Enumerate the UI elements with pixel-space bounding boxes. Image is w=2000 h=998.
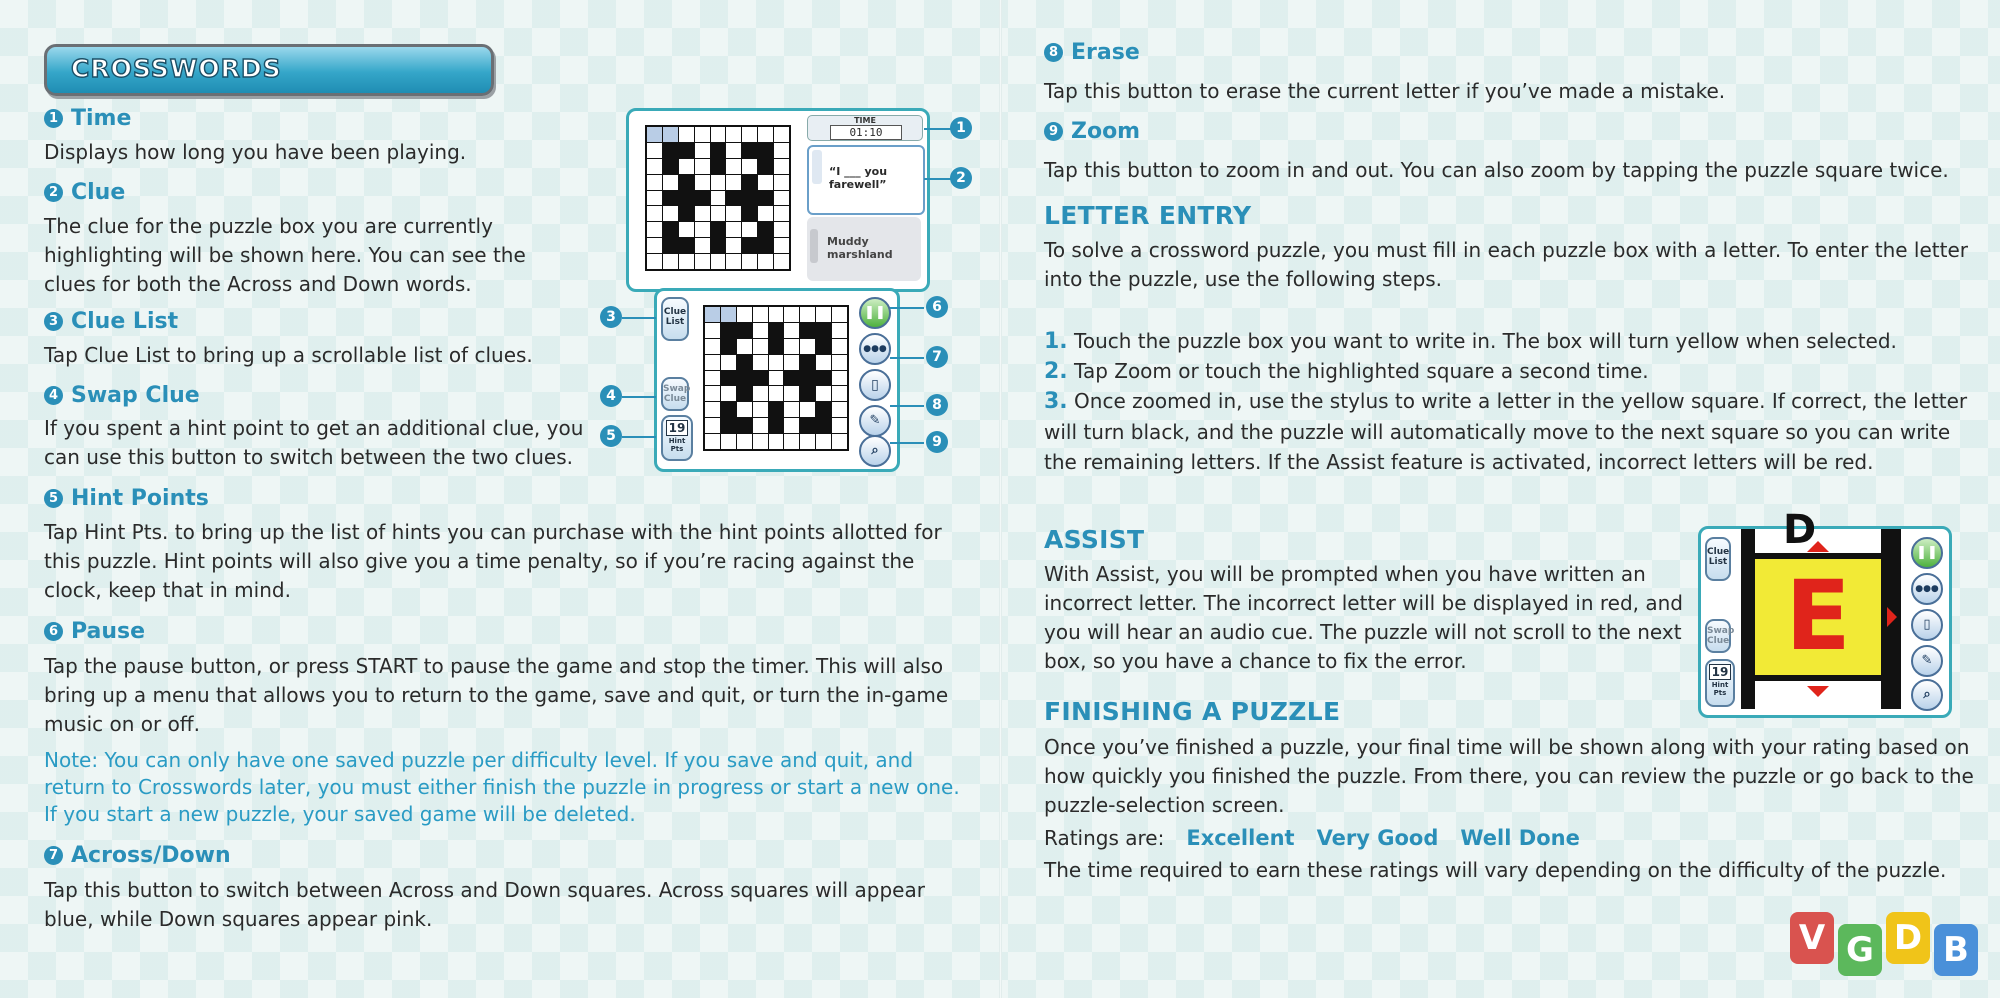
scroll-right-arrow-icon[interactable] — [1887, 607, 1897, 627]
heading-time — [44, 106, 131, 131]
body-finishing: Once you’ve finished a puzzle, your final time will be shown along with your rating based on how quickly you finished the puzzle. From there, you can review the puzzle or go back to the puzzle-selection screen. — [1044, 735, 1974, 817]
heading-number: 5 — [44, 489, 63, 508]
callout-9: 9 — [926, 431, 948, 453]
heading-text: Across/Down — [71, 843, 231, 868]
assist-hint-points-button[interactable] — [1705, 659, 1735, 707]
right-page — [1002, 0, 2000, 998]
clue-list-button[interactable]: Clue List — [661, 297, 689, 341]
step-number: 2. — [1044, 359, 1068, 384]
crossword-grid-top — [645, 125, 791, 271]
watermark-letter: G — [1838, 924, 1882, 976]
bottom-screen-figure — [654, 288, 900, 472]
swap-clue-button[interactable]: Swap Clue — [661, 377, 689, 411]
clue-across-box — [807, 145, 925, 215]
step-text: Touch the puzzle box you want to write in. The box will turn yellow when selected. — [1074, 329, 1897, 353]
body-assist: With Assist, you will be prompted when you have written an incorrect letter. The incorrect letter will be displayed in red, and you will hear an audio cue. The puzzle will not scroll to the next box, so you have a chance to fix the error. — [1044, 562, 1684, 673]
heading-number: 8 — [1044, 43, 1063, 62]
section-title: CROSSWORDS — [71, 54, 282, 83]
body-letter-entry: To solve a crossword puzzle, you must fill in each puzzle box with a letter. To enter the letter into the puzzle, use the following steps. — [1044, 238, 1969, 291]
time-value: 01:10 — [830, 125, 902, 140]
callout-2: 2 — [950, 167, 972, 189]
letter-above: D — [1783, 507, 1817, 553]
callout-4: 4 — [600, 385, 622, 407]
heading-text: Erase — [1071, 40, 1140, 65]
heading-clue — [44, 180, 125, 205]
callout-5: 5 — [600, 425, 622, 447]
zoom-button[interactable]: ⌕ — [859, 435, 891, 467]
left-page — [0, 0, 999, 998]
phone-icon[interactable]: ▯ — [859, 369, 891, 401]
callout-line — [890, 357, 924, 359]
heading-text: Zoom — [1071, 119, 1141, 144]
down-indicator — [810, 229, 818, 263]
body-clue-list: Tap Clue List to bring up a scrollable list of clues. — [44, 343, 533, 367]
callout-line — [890, 405, 924, 407]
scroll-up-arrow-icon[interactable] — [1807, 541, 1829, 552]
clue-down-box — [807, 217, 921, 281]
callout-6: 6 — [926, 296, 948, 318]
watermark-letter: B — [1934, 924, 1978, 976]
body-hint-points: Tap Hint Pts. to bring up the list of hints you can purchase with the hint points allotted for this puzzle. Hint points will also give you a time penalty, so if you’re racing against the clock, keep that in mind. — [44, 520, 942, 602]
heading-assist: ASSIST — [1044, 525, 1145, 554]
step-1 — [1044, 326, 1974, 357]
body-time: Displays how long you have been playing. — [44, 140, 467, 164]
hint-count: 19 — [1709, 664, 1731, 680]
rating-very-good: Very Good — [1316, 826, 1439, 850]
step-number: 3. — [1044, 389, 1068, 414]
pause-button[interactable]: ❚❚ — [859, 297, 891, 329]
assist-clue-list-button[interactable]: Clue List — [1705, 537, 1731, 581]
time-label: TIME — [854, 116, 876, 125]
hint-button-label: Hint Pts — [1711, 681, 1729, 697]
callout-line — [622, 436, 656, 438]
step-3 — [1044, 386, 1974, 477]
step-text: Tap Zoom or touch the highlighted square a second time. — [1074, 359, 1649, 383]
body-clue: The clue for the puzzle box you are currently highlighting will be shown here. You can see the clues for both the Across and Down words. — [44, 214, 526, 296]
body-zoom: Tap this button to zoom in and out. You can also zoom by tapping the puzzle square twice. — [1044, 158, 1949, 182]
selected-cell — [1755, 559, 1881, 675]
heading-swap-clue — [44, 383, 200, 408]
incorrect-letter: E — [1785, 560, 1851, 672]
body-pause: Tap the pause button, or press START to pause the game and stop the timer. This will also bring up a menu that allows you to return to the game, save and quit, or turn the in-game music on or off. — [44, 654, 949, 736]
assist-erase-button[interactable]: ✎ — [1911, 645, 1943, 677]
heading-text: Swap Clue — [71, 383, 200, 408]
callout-7: 7 — [926, 346, 948, 368]
rating-well-done: Well Done — [1460, 826, 1580, 850]
heading-number: 9 — [1044, 122, 1063, 141]
step-number: 1. — [1044, 329, 1068, 354]
heading-text: Pause — [71, 619, 146, 644]
assist-across-down-button[interactable]: ●●● — [1911, 573, 1943, 605]
watermark-letter: D — [1886, 912, 1930, 964]
ratings-label: Ratings are: — [1044, 826, 1165, 850]
callout-line — [890, 307, 924, 309]
hint-points-button[interactable] — [661, 415, 693, 461]
callout-3: 3 — [600, 306, 622, 328]
heading-text: Clue List — [71, 309, 179, 334]
erase-button[interactable]: ✎ — [859, 405, 891, 437]
scroll-down-arrow-icon[interactable] — [1807, 686, 1829, 697]
heading-number: 3 — [44, 312, 63, 331]
heading-number: 6 — [44, 622, 63, 641]
assist-phone-icon[interactable]: ▯ — [1911, 609, 1943, 641]
across-down-button[interactable]: ●●● — [859, 333, 891, 365]
callout-8: 8 — [926, 394, 948, 416]
hint-button-label: Hint Pts — [668, 437, 686, 453]
heading-text: Hint Points — [71, 486, 209, 511]
section-title-banner — [44, 44, 494, 96]
step-2 — [1044, 356, 1974, 387]
heading-text: Time — [71, 106, 132, 131]
watermark-letter: V — [1790, 912, 1834, 964]
assist-zoom-button[interactable]: ⌕ — [1911, 679, 1943, 711]
clue-down-text: Muddy marshland — [827, 235, 893, 261]
body-across-down: Tap this button to switch between Across and Down squares. Across squares will appear blue, while Down squares appear pink. — [44, 878, 925, 931]
rating-excellent: Excellent — [1186, 826, 1295, 850]
heading-pause — [44, 619, 145, 644]
heading-erase — [1044, 40, 1140, 65]
assist-swap-clue-button[interactable]: Swap Clue — [1705, 619, 1731, 653]
top-screen-figure — [626, 108, 930, 292]
crossword-grid-bottom — [703, 305, 849, 451]
hint-count: 19 — [666, 420, 688, 436]
heading-finishing: FINISHING A PUZZLE — [1044, 697, 1341, 726]
heading-text: Clue — [71, 180, 126, 205]
body-swap-clue: If you spent a hint point to get an additional clue, you can use this button to switch between the two clues. — [44, 416, 584, 469]
step-text: Once zoomed in, use the stylus to write a letter in the yellow square. If correct, the letter will turn black, and the puzzle will automatically move to the next square so you can write the remaining letters. If the Assist feature is activated, incorrect letters will be red. — [1044, 389, 1968, 474]
callout-1: 1 — [950, 117, 972, 139]
footer-note: The time required to earn these ratings will vary depending on the difficulty of the puzzle. — [1044, 858, 1947, 882]
note-saved-puzzle: Note: You can only have one saved puzzle per difficulty level. If you save and quit, and return to Crosswords later, you must either finish the puzzle in progress or start a new one. If you start a new puzzle, your saved game will be deleted. — [44, 748, 960, 826]
body-erase: Tap this button to erase the current letter if you’ve made a mistake. — [1044, 79, 1726, 103]
callout-line — [622, 317, 656, 319]
heading-letter-entry: LETTER ENTRY — [1044, 201, 1252, 230]
heading-number: 4 — [44, 386, 63, 405]
clue-across-text: “I ___ you farewell” — [829, 165, 888, 191]
time-panel — [807, 115, 923, 141]
heading-number: 1 — [44, 109, 63, 128]
ratings-line — [1044, 824, 1974, 853]
heading-zoom — [1044, 119, 1140, 144]
across-indicator — [812, 150, 822, 184]
heading-across-down — [44, 843, 231, 868]
assist-figure — [1698, 507, 1952, 718]
assist-pause-button[interactable]: ❚❚ — [1911, 537, 1943, 569]
heading-hint-points — [44, 486, 209, 511]
zoomed-grid — [1741, 507, 1901, 709]
heading-clue-list — [44, 309, 178, 334]
callout-line — [622, 396, 656, 398]
heading-number: 7 — [44, 846, 63, 865]
callout-line — [890, 442, 924, 444]
heading-number: 2 — [44, 183, 63, 202]
